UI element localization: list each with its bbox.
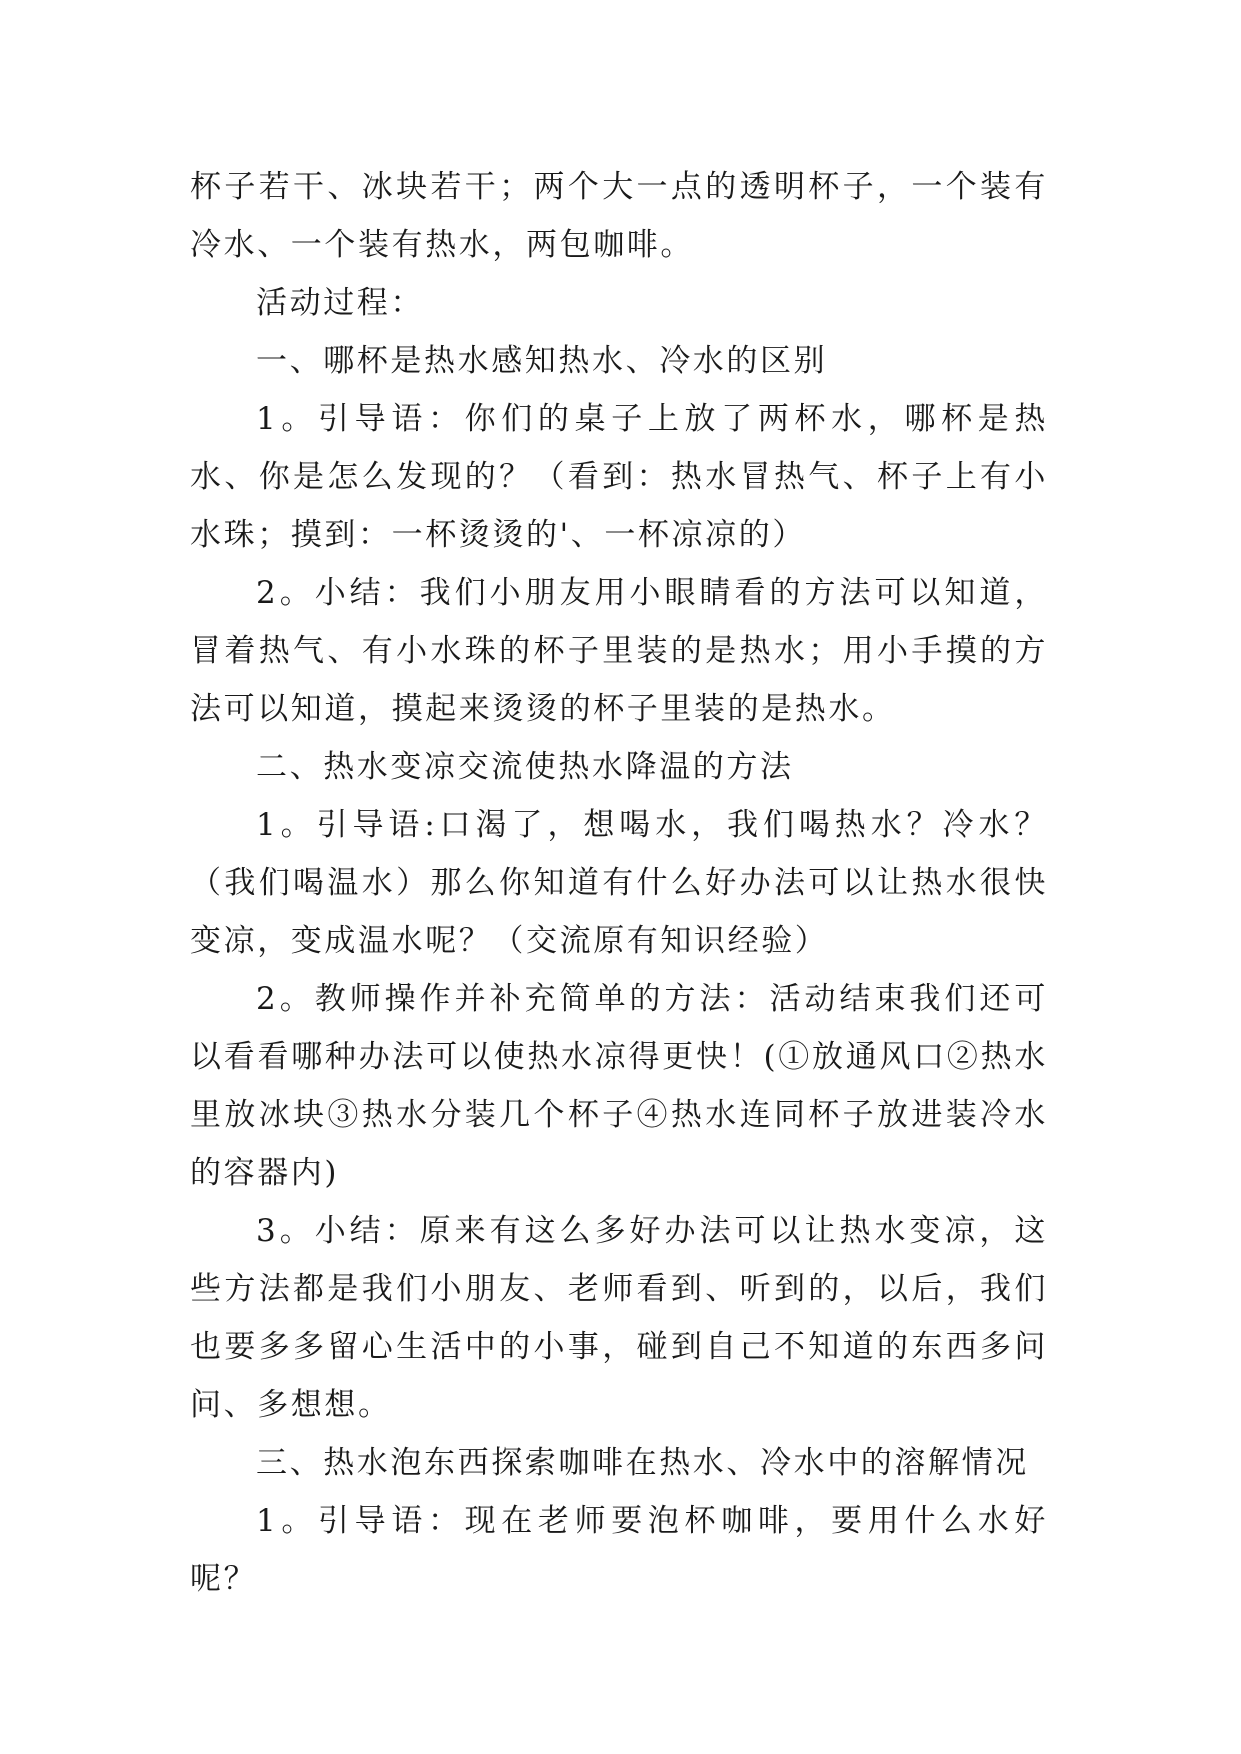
- activity-process-heading: 活动过程：: [256, 285, 424, 321]
- section-one-item-2: 2。小结：我们小朋友用小眼睛看的方法可以知道，冒着热气、有小水珠的杯子里装的是热水；用小手摸的方法可以知道，摸起来烫烫的杯子里装的是热水。: [190, 575, 1048, 727]
- section-two-heading: 二、热水变凉交流使热水降温的方法: [256, 749, 794, 785]
- section-three-item-1: 1。引导语：现在老师要泡杯咖啡，要用什么水好呢？: [190, 1503, 1048, 1597]
- document-body: [190, 158, 1048, 1608]
- section-two-item-3: 3。小结：原来有这么多好办法可以让热水变凉，这些方法都是我们小朋友、老师看到、听到的，以后，我们也要多多留心生活中的小事，碰到自己不知道的东西多问问、多想想。: [190, 1213, 1048, 1423]
- section-one-heading: 一、哪杯是热水感知热水、冷水的区别: [256, 343, 828, 379]
- section-two-item-2: 2。教师操作并补充简单的方法：活动结束我们还可以看看哪种办法可以使热水凉得更快！(①放通风口②热水里放冰块③热水分装几个杯子④热水连同杯子放进装冷水的容器内): [190, 981, 1048, 1191]
- materials-paragraph: 杯子若干、冰块若干；两个大一点的透明杯子，一个装有冷水、一个装有热水，两包咖啡。: [190, 169, 1048, 263]
- section-one-item-1: 1。引导语：你们的桌子上放了两杯水，哪杯是热水、你是怎么发现的？（看到：热水冒热气、杯子上有小水珠；摸到：一杯烫烫的'、一杯凉凉的）: [190, 401, 1048, 553]
- section-two-item-1: 1。引导语:口渴了，想喝水，我们喝热水？冷水？（我们喝温水）那么你知道有什么好办法可以让热水很快变凉，变成温水呢？（交流原有知识经验）: [190, 807, 1048, 959]
- section-three-heading: 三、热水泡东西探索咖啡在热水、冷水中的溶解情况: [256, 1445, 1029, 1481]
